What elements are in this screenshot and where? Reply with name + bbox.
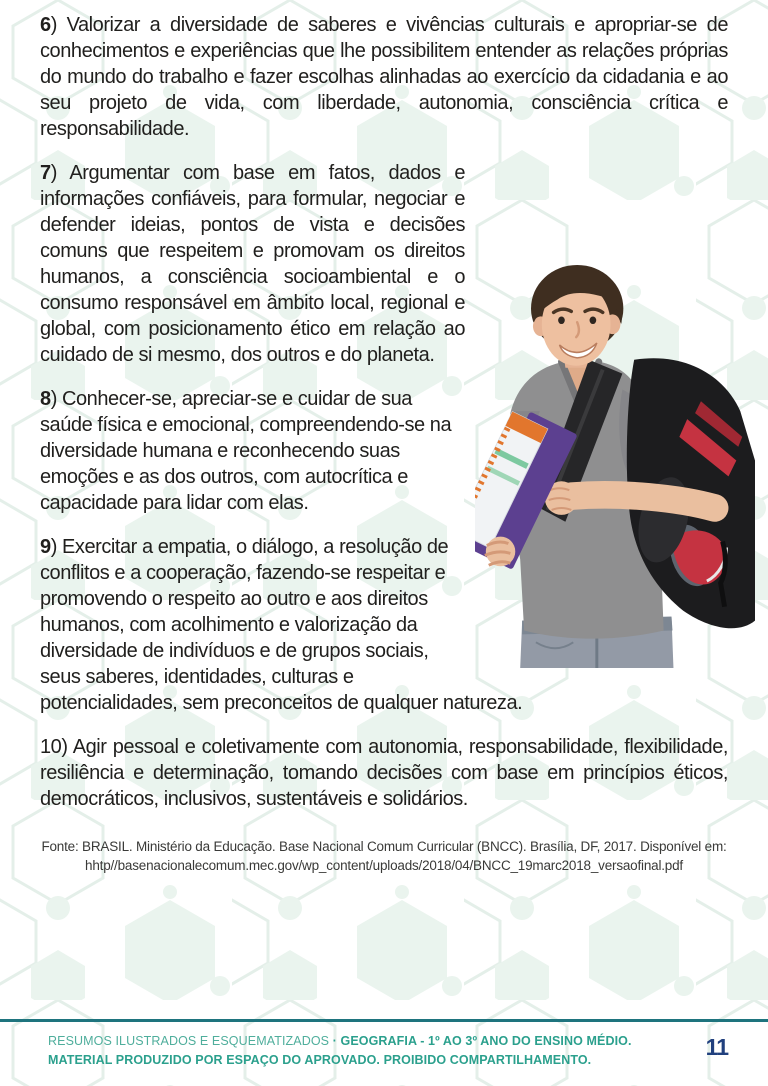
subject-label	[333, 1034, 632, 1048]
paragraph-10	[40, 734, 728, 812]
student-photo-illustration	[475, 263, 755, 668]
paragraph-9-number: 9	[40, 536, 51, 558]
paragraph-10-number: 10	[40, 736, 62, 758]
notice-label: MATERIAL PRODUZIDO POR ESPAÇO DO APROVADO. PROIBIDO COMPARTILHAMENTO.	[48, 1053, 592, 1067]
head	[531, 265, 623, 366]
paragraph-7	[40, 160, 728, 368]
source-citation	[40, 837, 728, 875]
paragraph-10-text: ) Agir pessoal e coletivamente com autonomia, responsabilidade, flexibilidade, resiliência e determinação, tomando decisões com base em princípios éticos, democráticos, inclusivos, sustentáveis e solidários.	[40, 736, 728, 810]
footer-divider	[0, 1019, 768, 1022]
series-label: RESUMOS ILUSTRADOS E ESQUEMATIZADOS	[48, 1034, 330, 1048]
paragraph-8-text: ) Conhecer-se, apreciar-se e cuidar de sua saúde física e emocional, compreendendo-se na diversidade humana e reconhecendo suas emoções e as dos outros, com autocrítica e capacidade para lidar com elas.	[40, 388, 452, 514]
subject-text: GEOGRAFIA - 1º AO 3º ANO DO ENSINO MÉDIO.	[340, 1034, 632, 1048]
footer-line-1	[48, 1032, 632, 1051]
paragraph-8-number: 8	[40, 388, 51, 410]
separator-dot: ·	[332, 1034, 337, 1048]
paragraph-6	[40, 12, 728, 142]
paragraph-6-number: 6	[40, 14, 51, 36]
paragraph-7-number: 7	[40, 162, 51, 184]
source-line-1: Fonte: BRASIL. Ministério da Educação. Base Nacional Comum Curricular (BNCC). Brasília, DF, 2017. Disponível em:	[41, 839, 727, 854]
source-line-2: hhtp//basenacionalecomum.mec.gov/wp_content/uploads/2018/04/BNCC_19marc2018_versaofinal.pdf	[85, 858, 683, 873]
paragraph-7-text: ) Argumentar com base em fatos, dados e informações confiáveis, para formular, negociar e defender ideias, pontos de vista e decisões comuns que respeitem e promovam os direitos humanos, a consciência socioambiental e o consumo responsável em âmbito local, regional e global, com posicionamento ético em relação ao cuidado de si mesmo, dos outros e do planeta.	[40, 162, 465, 366]
footer-credits	[48, 1032, 632, 1070]
paragraph-6-text: ) Valorizar a diversidade de saberes e vivências culturais e apropriar-se de conhecimentos e experiências que lhe possibilitem entender as relações próprias do mundo do trabalho e fazer escolhas alinhadas ao exercício da cidadania e ao seu projeto de vida, com liberdade, autonomia, consciência crítica e responsabilidade.	[40, 14, 728, 140]
paragraph-9-text: ) Exercitar a empatia, o diálogo, a resolução de conflitos e a cooperação, fazendo-se respeitar e promovendo o respeito ao outro e aos direitos humanos, com acolhimento e valorização da diversidade de indivíduos e de grupos sociais, seus saberes, identidades, culturas e potencialidades, sem preconceitos de qualquer natureza.	[40, 536, 523, 714]
page-number: 11	[705, 1034, 728, 1060]
student-photo	[475, 263, 755, 668]
